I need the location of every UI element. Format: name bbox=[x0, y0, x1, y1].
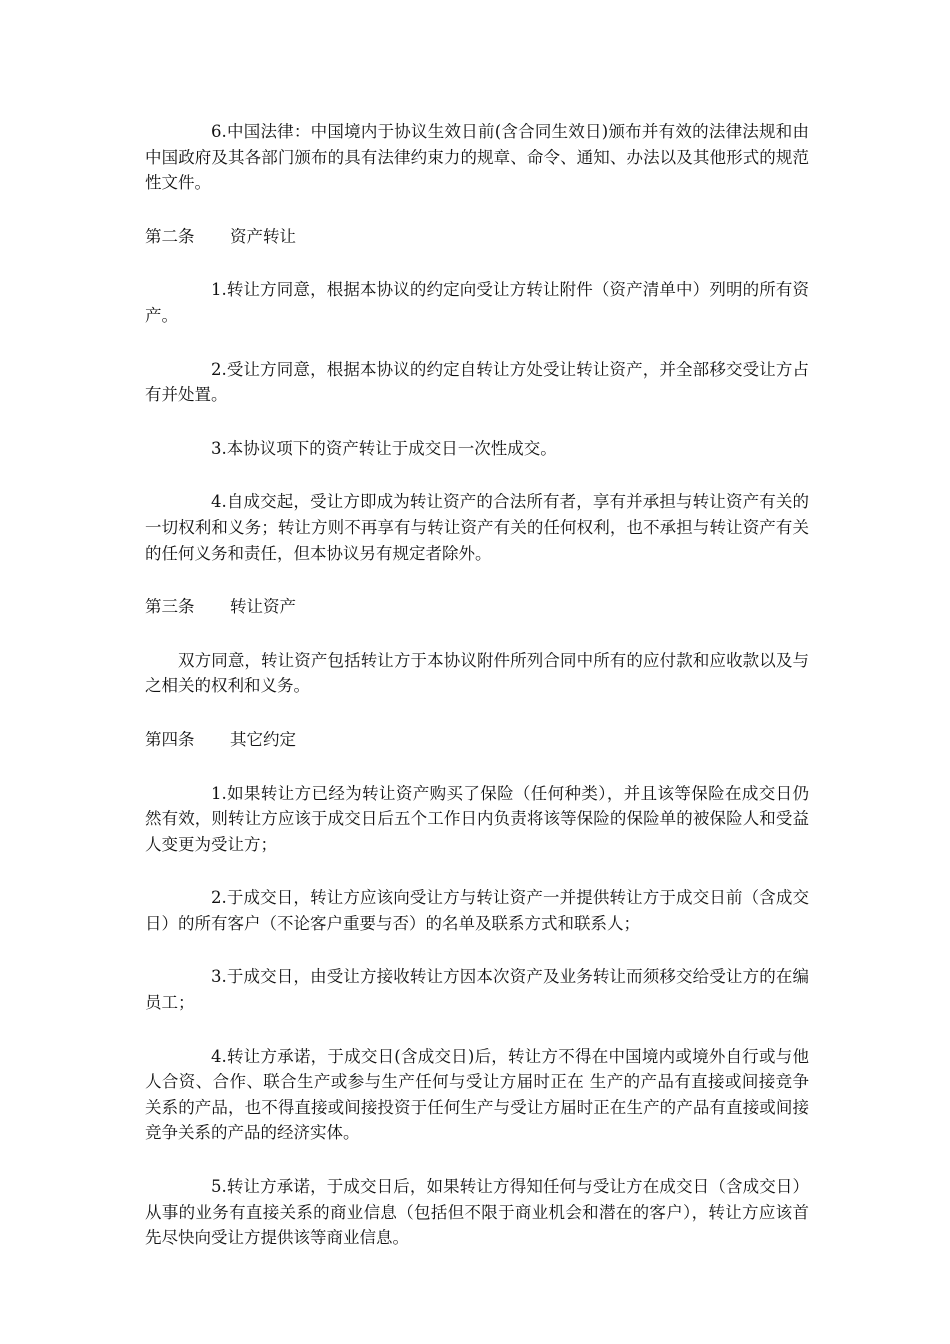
paragraph bbox=[145, 436, 809, 462]
paragraph bbox=[145, 119, 809, 196]
article-number: 第二条 bbox=[145, 226, 195, 246]
clause-number: 5. bbox=[211, 1177, 227, 1197]
article-heading bbox=[145, 594, 809, 620]
article-number: 第三条 bbox=[145, 597, 195, 617]
clause-number: 4. bbox=[211, 492, 227, 512]
article-title: 转让资产 bbox=[230, 597, 296, 617]
clause-number: 6. bbox=[211, 122, 227, 141]
paragraph bbox=[145, 648, 809, 699]
paragraph-text: 自成交起，受让方即成为转让资产的合法所有者，享有并承担与转让资产有关的一切权利和义务；转让方则不再享有与转让资产有关的任何权利，也不承担与转让资产有关的任何义务和责任，但本协议另有规定者除外。 bbox=[145, 492, 809, 563]
paragraph bbox=[145, 277, 809, 328]
paragraph-text: 中国法律：中国境内于协议生效日前(含合同生效日)颁布并有效的法律法规和由中国政府及其各部门颁布的具有法律约束力的规章、命令、通知、办法以及其他形式的规范性文件。 bbox=[145, 122, 809, 193]
paragraph-text: 转让方承诺，于成交日(含成交日)后，转让方不得在中国境内或境外自行或与他人合资、合作、联合生产或参与生产任何与受让方届时正在 生产的产品有直接或间接竞争关系的产品，也不得直接或间接投资于任何生产与受让方届时正在生产的产品有直接或间接竞争关系的产品的经济实体。 bbox=[145, 1046, 809, 1143]
article-heading bbox=[145, 224, 809, 250]
document-page bbox=[145, 119, 809, 1279]
paragraph-text: 于成交日，由受让方接收转让方因本次资产及业务转让而须移交给受让方的在编员工； bbox=[145, 967, 809, 1013]
paragraph-text: 受让方同意，根据本协议的约定自转让方处受让转让资产，并全部移交受让方占有并处置。 bbox=[145, 359, 809, 405]
paragraph-text: 本协议项下的资产转让于成交日一次性成交。 bbox=[226, 438, 557, 458]
paragraph bbox=[145, 964, 809, 1015]
article-title: 资产转让 bbox=[230, 226, 296, 246]
article-title: 其它约定 bbox=[230, 729, 296, 749]
paragraph-text: 于成交日，转让方应该向受让方与转让资产一并提供转让方于成交日前（含成交日）的所有客户（不论客户重要与否）的名单及联系方式和联系人； bbox=[145, 888, 809, 933]
paragraph bbox=[145, 781, 809, 858]
article-heading bbox=[145, 727, 809, 753]
clause-number: 2. bbox=[211, 359, 227, 379]
paragraph-text: 双方同意，转让资产包括转让方于本协议附件所列合同中所有的应付款和应收款以及与之相关的权利和义务。 bbox=[145, 650, 809, 696]
paragraph bbox=[145, 885, 809, 936]
clause-number: 3. bbox=[211, 967, 227, 987]
paragraph bbox=[145, 1174, 809, 1251]
article-number: 第四条 bbox=[145, 729, 195, 749]
paragraph-text: 转让方承诺，于成交日后，如果转让方得知任何与受让方在成交日（含成交日）从事的业务有直接关系的商业信息（包括但不限于商业机会和潜在的客户），转让方应该首先尽快向受让方提供该等商业信息。 bbox=[145, 1177, 809, 1248]
paragraph bbox=[145, 489, 809, 566]
paragraph-text: 如果转让方已经为转让资产购买了保险（任何种类），并且该等保险在成交日仍然有效，则转让方应该于成交日后五个工作日内负责将该等保险的保险单的被保险人和受益人变更为受让方； bbox=[145, 783, 809, 854]
clause-number: 3. bbox=[211, 438, 227, 458]
paragraph bbox=[145, 1044, 809, 1146]
clause-number: 4. bbox=[211, 1046, 227, 1066]
clause-number: 1. bbox=[211, 783, 227, 803]
clause-number: 2. bbox=[211, 888, 227, 908]
paragraph-text: 转让方同意，根据本协议的约定向受让方转让附件（资产清单中）列明的所有资产。 bbox=[145, 280, 809, 325]
clause-number: 1. bbox=[211, 280, 227, 300]
paragraph bbox=[145, 357, 809, 408]
